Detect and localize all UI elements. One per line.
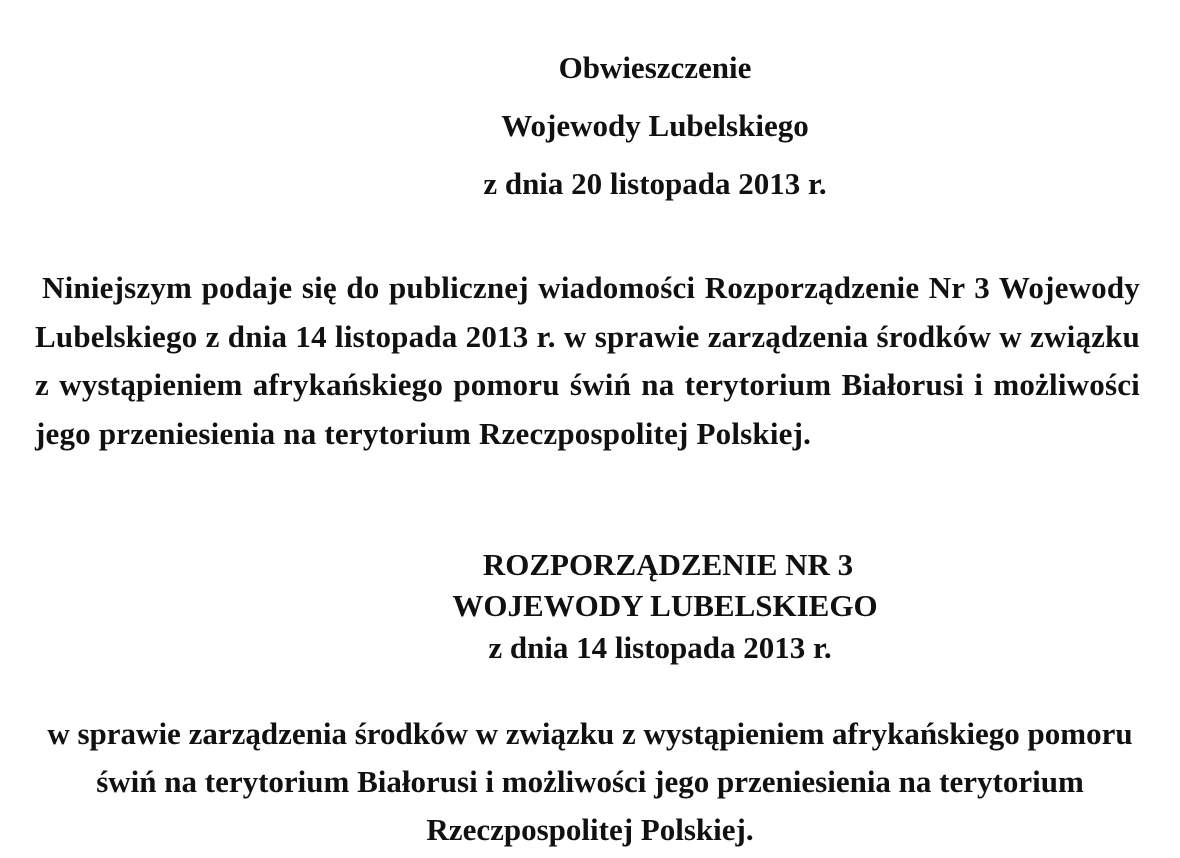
announcement-title: Obwieszczenie [558,50,752,85]
regulation-issuer: WOJEWODY LUBELSKIEGO [452,588,878,623]
regulation-title: ROZPORZĄDZENIE NR 3 [482,547,854,582]
regulation-date: z dnia 14 listopada 2013 r. [488,630,832,665]
regulation-subject: w sprawie zarządzenia środków w związku z wystąpieniem afrykańskiego pomoru świń na terytorium Białorusi i możliwości jego przeniesienia na terytorium Rzeczpospolitej Polskiej. [47,716,1133,847]
announcement-body: Niniejszym podaje się do publicznej wiadomości Rozporządzenie Nr 3 Wojewody Lubelskiego z dnia 14 listopada 2013 r. w sprawie zarządzenia środków w związku z wystąpieniem afrykańskiego pomoru świń na terytorium Białorusi i możliwości jego przeniesienia na terytorium Rzeczpospolitej Polskiej. [35,270,1140,451]
announcement-issuer: Wojewody Lubelskiego [501,108,809,143]
announcement-date: z dnia 20 listopada 2013 r. [483,166,827,201]
